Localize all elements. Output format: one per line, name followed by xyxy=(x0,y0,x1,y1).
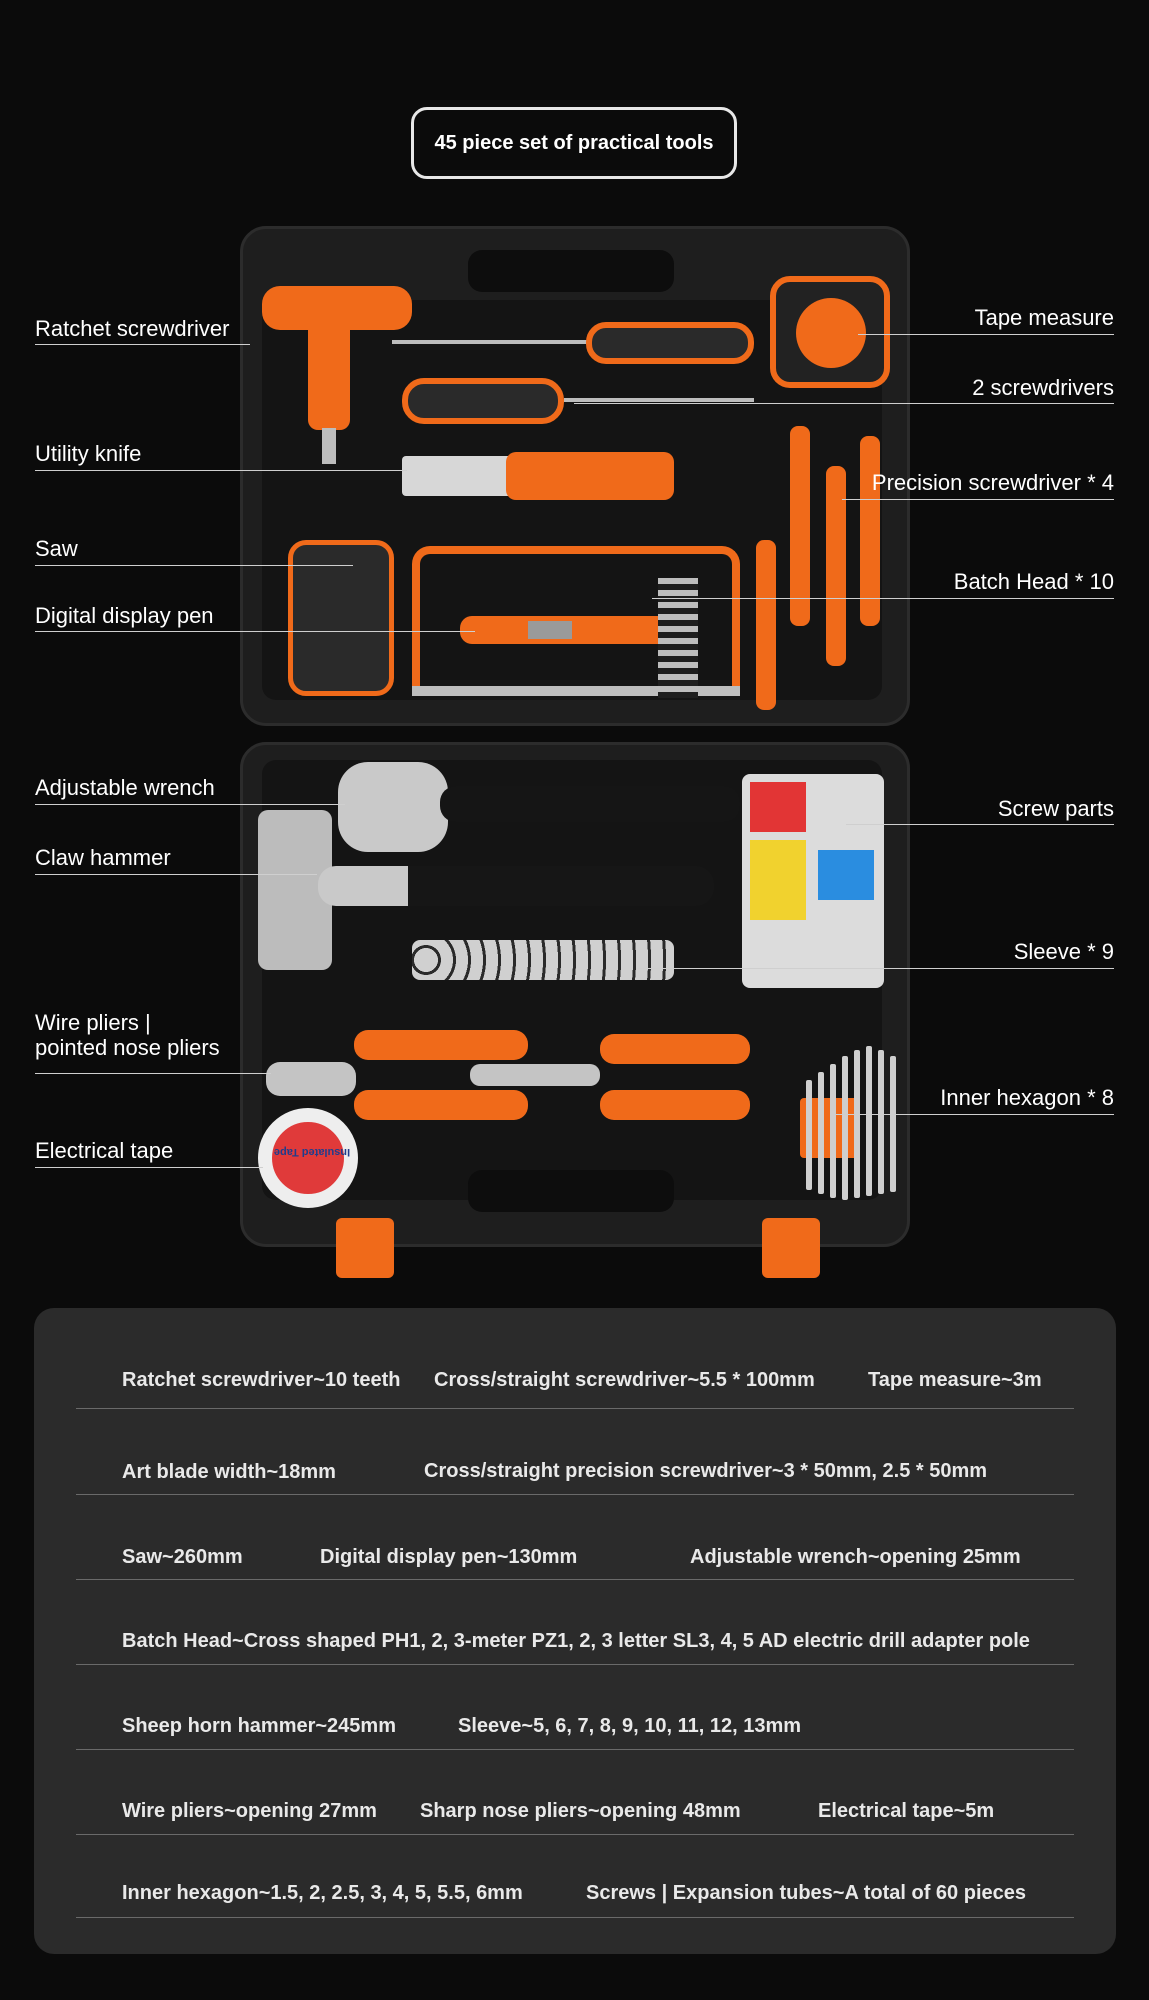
spec-electrical-tape: Electrical tape~5m xyxy=(818,1800,995,1822)
spec-divider xyxy=(76,1749,1074,1750)
callout-line xyxy=(35,874,317,875)
adjustable-wrench-handle xyxy=(440,786,740,822)
callout-line xyxy=(652,598,1114,599)
batch-head-bits xyxy=(658,578,698,698)
hex-key xyxy=(806,1080,812,1190)
spec-hammer: Sheep horn hammer~245mm xyxy=(122,1715,396,1737)
precision-screwdriver-3 xyxy=(826,466,846,666)
spec-sleeve: Sleeve~5, 6, 7, 8, 9, 10, 11, 12, 13mm xyxy=(458,1715,802,1737)
precision-screwdriver-1 xyxy=(756,540,776,710)
spec-ratchet-screwdriver: Ratchet screwdriver~10 teeth xyxy=(122,1369,401,1391)
callout-adjustable-wrench: Adjustable wrench xyxy=(35,775,215,800)
callout-batch-head: Batch Head * 10 xyxy=(953,569,1114,594)
hex-key xyxy=(866,1046,872,1196)
spec-digital-display-pen: Digital display pen~130mm xyxy=(320,1546,578,1568)
callout-wire-pliers: Wire pliers | xyxy=(35,1010,151,1035)
callout-ratchet-screwdriver: Ratchet screwdriver xyxy=(35,316,230,341)
callout-digital-display-pen: Digital display pen xyxy=(35,603,214,628)
callout-line xyxy=(858,334,1114,335)
spec-art-blade: Art blade width~18mm xyxy=(122,1461,336,1483)
spec-tape-measure: Tape measure~3m xyxy=(868,1369,1042,1391)
wire-pliers-handle-2 xyxy=(354,1090,528,1120)
screwdriver-2-handle xyxy=(402,378,564,424)
spec-saw: Saw~260mm xyxy=(122,1546,243,1568)
hex-key xyxy=(878,1050,884,1194)
screwdriver-2-shaft xyxy=(564,398,754,402)
callout-screw-parts: Screw parts xyxy=(997,796,1114,821)
case-clasp-left xyxy=(336,1218,394,1278)
spec-screws: Screws | Expansion tubes~A total of 60 pieces xyxy=(586,1882,1026,1904)
ratchet-screwdriver-shaft xyxy=(308,320,350,430)
wire-pliers-jaw xyxy=(266,1062,356,1096)
spec-batch-head: Batch Head~Cross shaped PH1, 2, 3-meter PZ1, 2, 3 letter SL3, 4, 5 AD electric drill adapter pole xyxy=(122,1630,1030,1652)
callout-inner-hexagon: Inner hexagon * 8 xyxy=(940,1085,1114,1110)
callout-sleeve: Sleeve * 9 xyxy=(1013,939,1114,964)
spec-divider xyxy=(76,1834,1074,1835)
callout-line xyxy=(35,565,353,566)
callout-saw: Saw xyxy=(35,536,78,561)
screw-parts-blue xyxy=(818,850,874,900)
spec-wire-pliers: Wire pliers~opening 27mm xyxy=(122,1800,377,1822)
callout-2-screwdrivers: 2 screwdrivers xyxy=(972,375,1114,400)
hex-key xyxy=(830,1064,836,1198)
utility-knife-blade xyxy=(402,456,512,496)
screwdriver-1-handle xyxy=(586,322,754,364)
spec-divider xyxy=(76,1494,1074,1495)
tape-measure-dial xyxy=(796,298,866,368)
nose-pliers-handle xyxy=(600,1034,750,1064)
claw-hammer-handle xyxy=(318,866,714,906)
screw-parts-red xyxy=(750,782,806,832)
callout-line xyxy=(842,499,1114,500)
spec-inner-hexagon: Inner hexagon~1.5, 2, 2.5, 3, 4, 5, 5.5, 6mm xyxy=(122,1882,523,1904)
spec-precision-screwdriver: Cross/straight precision screwdriver~3 * 50mm, 2.5 * 50mm xyxy=(424,1460,988,1482)
precision-screwdriver-2 xyxy=(790,426,810,626)
callout-line xyxy=(574,403,1114,404)
digital-display-pen-screen xyxy=(528,621,572,639)
spec-divider xyxy=(76,1664,1074,1665)
hex-key xyxy=(890,1056,896,1192)
hex-key xyxy=(818,1072,824,1194)
spec-adjustable-wrench: Adjustable wrench~opening 25mm xyxy=(690,1546,1021,1568)
hex-key xyxy=(842,1056,848,1200)
callout-line xyxy=(35,470,407,471)
case-handle-top xyxy=(468,250,674,292)
ratchet-screwdriver-bit xyxy=(322,428,336,464)
callout-claw-hammer: Claw hammer xyxy=(35,845,171,870)
hex-key xyxy=(854,1050,860,1198)
spec-divider xyxy=(76,1917,1074,1918)
sleeve-set xyxy=(412,940,674,980)
page-title: 45 piece set of practical tools xyxy=(411,107,737,179)
nose-pliers-jaw xyxy=(470,1064,600,1086)
callout-line xyxy=(35,631,475,632)
callout-line xyxy=(35,1167,263,1168)
nose-pliers-handle-2 xyxy=(600,1090,750,1120)
case-clasp-right xyxy=(762,1218,820,1278)
callout-pointed-nose-pliers: pointed nose pliers xyxy=(35,1035,220,1060)
electrical-tape-label: Insulated Tape xyxy=(273,1146,351,1158)
callout-line xyxy=(35,344,250,345)
spec-screwdriver: Cross/straight screwdriver~5.5 * 100mm xyxy=(434,1369,815,1391)
electrical-tape-roll xyxy=(258,1108,358,1208)
callout-utility-knife: Utility knife xyxy=(35,441,142,466)
wire-pliers-handle xyxy=(354,1030,528,1060)
callout-line xyxy=(35,1073,271,1074)
utility-knife-body xyxy=(506,452,674,500)
screw-parts-yellow xyxy=(750,840,806,920)
spec-nose-pliers: Sharp nose pliers~opening 48mm xyxy=(420,1800,741,1822)
callout-electrical-tape: Electrical tape xyxy=(35,1138,174,1163)
case-handle-bottom xyxy=(468,1170,674,1212)
spec-divider xyxy=(76,1408,1074,1409)
callout-line xyxy=(830,1114,1114,1115)
adjustable-wrench-head xyxy=(338,762,448,852)
screwdriver-1-shaft xyxy=(392,340,592,344)
saw-handle xyxy=(288,540,394,696)
spec-divider xyxy=(76,1579,1074,1580)
callout-line xyxy=(636,968,1114,969)
callout-line xyxy=(35,804,345,805)
callout-precision-screwdriver: Precision screwdriver * 4 xyxy=(871,470,1114,495)
callout-tape-measure: Tape measure xyxy=(974,305,1114,330)
callout-line xyxy=(846,824,1114,825)
